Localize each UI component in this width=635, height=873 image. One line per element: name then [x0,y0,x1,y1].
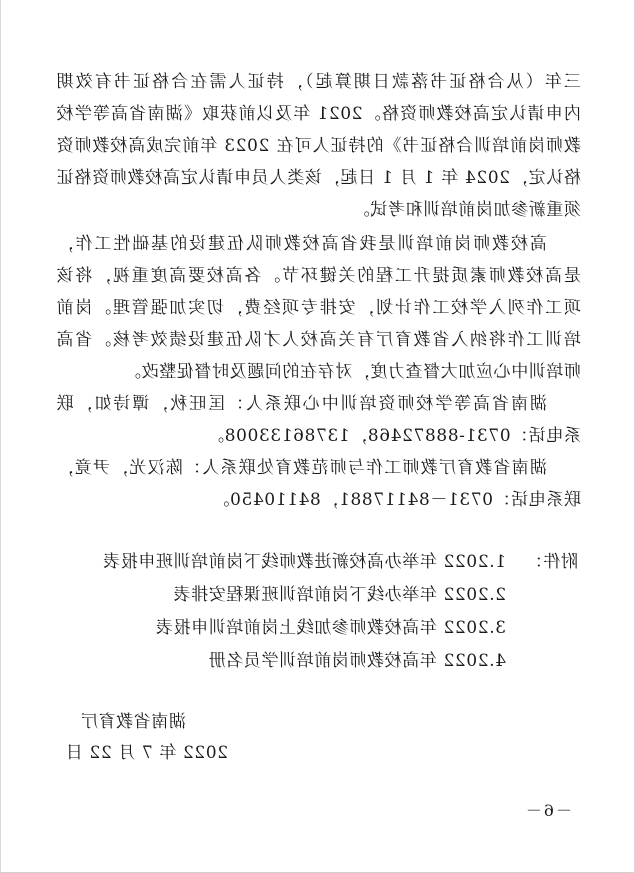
attachment-item-3: 3.2022 年高校教师参加线上岗前培训申报表 [155,618,506,638]
paragraph-2-line-4: 培训工作将纳入省教育厅有关高校人才队伍建设绩效考核。省高 [56,330,581,350]
paragraph-2-line-3: 项工作列入学校工作计划，安排专项经费，切实加强管理。岗前 [56,298,581,318]
attachment-item-2: 2.2022 年举办线下岗前培训班课程安排表 [172,585,506,605]
contact-2-line-2: 联系电话：0731－84117881，84110450。 [211,490,581,510]
paragraph-2-line-2: 是高校教师素质提升工程的关键环节。各高校要高度重视，将该 [56,266,581,286]
paragraph-1-line-3: 教师岗前培训合格证书》的持证人可在 2023 年前完成高校教师资 [56,136,581,156]
paragraph-1-line-1: 三年（从合格证书落款日期算起），持证人需在合格证书有效期 [56,72,581,92]
attachments-label: 附件： [525,552,578,572]
mirrored-content [1,0,635,873]
paragraph-1-line-4: 格认定，2024 年 1 月 1 日起，该类人员申请认定高校教师资格证 [56,168,581,188]
paragraph-2-line-5: 师培训中心应加大督查力度，对存在的问题及时督促整改。 [123,362,581,382]
attachment-item-4: 4.2022 年高校教师岗前培训学员名册 [208,651,506,671]
paragraph-1-line-2: 内申请认定高校教师资格。2021 年及以前获取《湖南省高等学校 [56,104,581,124]
page-number: －6－ [523,801,572,820]
paragraph-2-line-1: 高校教师岗前培训是我省高校教师队伍建设的基础性工作， [56,234,547,254]
attachment-item-1: 1.2022 年举办高校新进教师线下岗前培训班申报表 [102,552,506,572]
contact-1-line-1: 湖南省高等学校师资培训中心联系人：匡旺秋，谭诗如，联 [56,394,547,414]
contact-2-line-1: 湖南省教育厅教师工作与师范教育处联系人：陈汉光，尹竟， [56,458,547,478]
contact-1-line-2: 系电话：0731-88872468，13786133008。 [206,426,581,446]
signature-org: 湖南省教育厅 [80,712,186,732]
paragraph-1-line-5: 须重新参加岗前培训和考试。 [352,200,581,220]
signature-date: 2022 年 7 月 22 日 [65,743,228,763]
